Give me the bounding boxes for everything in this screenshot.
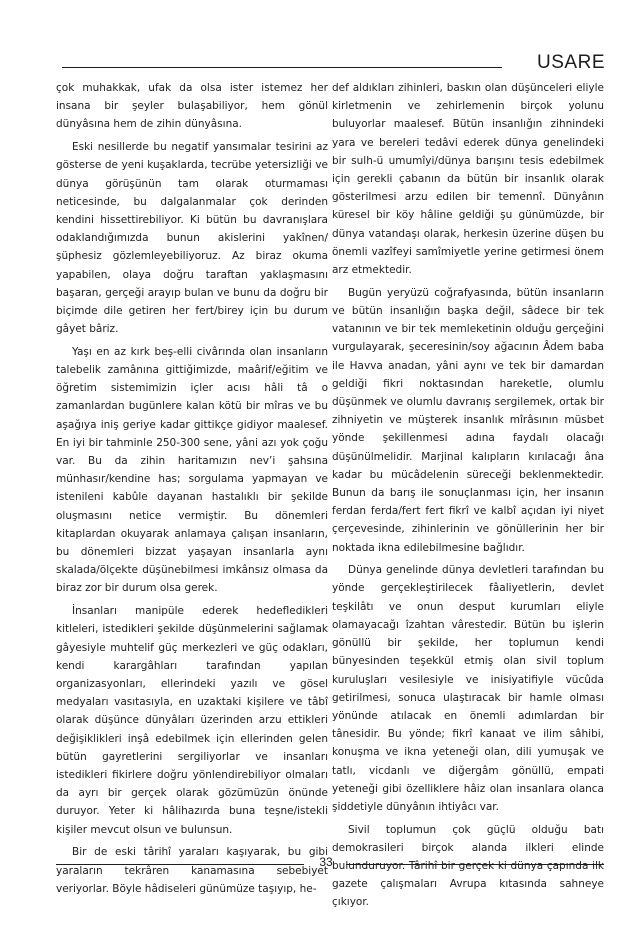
paragraph: Sivil toplumun çok güçlü olduğu batı demokrasileri birçok alanda ilkleri elinde bulunduruyor. Târihî bir gerçek ki dünya çapında ilk gazete çalışmaları Avrupa kıtasında sahneye çıkıyor. (332, 823, 604, 909)
left-column (56, 79, 328, 898)
paragraph: İnsanları manipüle ederek hedefledikleri kitleleri, istedikleri şekilde düşünmelerini sağlamak gâyesiyle muhtelif güç merkezleri ve güç odakları, kendi karargâhları tarafından yapılan organizasyonları, ellerindeki yazılı ve gösel medyaları vasıtasıyla, en uzaktaki kişilere ve tâbî olarak düşünce dünyâları üzerinden arzu ettikleri değişiklikleri inşâ edebilmek için ellerinden gelen bütün gayretlerini sergiliyorlar ve insanları istedikleri fikirlere doğru yönlendirebiliyor olmaları da ayrı bir gerçek olarak gözümüzün önünde duruyor. Yeter ki hâlihazırda buna teşne/istekli kişiler mevcut olsun ve bulunsun. (56, 605, 328, 836)
paragraph: Bir de eski târihî yaraları kaşıyarak, bu gibi yaraların tekrâren kanamasına sebebiyet veriyorlar. Böyle hâdiseleri günümüze taşıyıp, he- (56, 846, 328, 895)
header-rule (62, 67, 502, 68)
paragraph: Dünya genelinde dünya devletleri tarafından bu yönde gerçekleştirilecek fâaliyetlerin, devlet teşkilâtı ve onun desput kurumları eliyle olamayacağı îzahtan vârestedir. Bütün bu işlerin gönüllü bir şekilde, her toplumun kendi bünyesinden teşekkül etmiş olan sivil toplum kuruluşları vesilesiyle ve inisiyatifiyle vücûda getirilmesi, sonuca ulaştıracak bir hamle olması yönünde atılacak en önemli adımlardan bir tânesidir. Bu yönde; fikrî kanaat ve ilim sâhibi, konuşma ve ikna yeteneği olan, dili yumuşak ve tatlı, vicdanlı ve diğergâm gönüllü, empati yeteneği gibi özelliklere hâiz olan insanlara olanca şiddetiyle dünyânın ihtiyâcı var. (332, 564, 604, 813)
paragraph: Bugün yeryüzü coğrafyasında, bütün insanların ve bütün insanlığın başka değil, sâdece bir tek vatanının ve bir tek memleketinin olduğu gerçeğini vurgulayarak, şeceresinin/soy ağacının Âdem baba ile Havva anadan, yâni aynı ve tek bir damardan geldiği fikri noktasından hareketle, olumlu düşünmek ve olumlu davranış sergilemek, ortak bir zihniyetin ve müşterek insanlık mîrâsının müsbet yönde şekillenmesi adına faydalı olacağı düşünülmelidir. Marjinal kalıpların kırılacağı âna kadar bu mücâdelenin süreceği beklenmektedir. Bunun da barış ile sonuçlanması için, her insanın ferdan ferda/fert fert fikrî ve kalbî açıdan iyi niyet çerçevesinde, zihinlerinin ve gönüllerinin her bir noktada ikna edilebilmesine bağlıdır. (332, 286, 604, 554)
paragraph: Yaşı en az kırk beş-elli civârında olan insanların talebelik zamânına gittiğimizde, maârif/eğitim ve öğretim sistemimizin içler acısı hâli tâ o zamanlardan bugünlere kalan kötü bir mîras ve bu aşağıya iniş geriye kadar gittikçe gidiyor maalesef. En iyi bir tahminle 250-300 sene, yâni azı yok çoğu var. Bu da zihin haritamızın nev’i şahsına münhasır/kendine has; sorgulama yapmayan ve istenileni kabûle dayanan hastalıklı bir şekilde oluşmasını netice vermiştir. Bu dönemleri kitaplardan okuyarak anlamaya çalışan insanların, bu dönemleri bizzat yaşayan insanlarla aynı skalada/ölçekte düşünebilmesi imkânsız olmasa da biraz zor bir durum olsa gerek. (56, 345, 328, 595)
page-number: 33 (319, 855, 333, 869)
footer-rule-right (346, 864, 604, 865)
footer-rule-left (56, 864, 304, 865)
page-footer (56, 857, 604, 871)
paragraph: çok muhakkak, ufak da olsa ister istemez her insana bir şeyler bulaşabiliyor, hem gönül dünyâsına hem de zihin dünyâsına. (56, 82, 328, 131)
right-column (332, 79, 604, 912)
paragraph: Eski nesillerde bu negatif yansımalar tesirini az gösterse de yeni kuşaklarda, tecrübe yetersizliği ve dünya görüşünün tam olarak oturmaması neticesinde, bu dalgalanmalar çok derinden kendini hissettirebiliyor. Ki bütün bu davranışlara odaklandığımızda bunun akislerini yakînen/şüphesiz gözlemleyebiliyoruz. Az biraz okuma yapabilen, olaya doğru taraftan yaklaşmasını başaran, gerçeği arayıp bulan ve bunu da doğru bir biçimde dile getiren her fert/birey için bu durum gâyet bâriz. (56, 141, 328, 336)
running-header-title: USARE (537, 52, 605, 73)
paragraph: def aldıkları zihinleri, baskın olan düşünceleri eliyle kirletmenin ve zehirlemenin birçok yolunu buluyorlar maalesef. Bütün insanlığın zihnindeki yara ve bereleri tedâvi ederek dünya genelindeki bir sulh-ü umumîyi/dünya barışını tesis edebilmek için gerekli çabanın da bütün bir insanlık olarak gösterilmesi arzu edilen bir temennî. Dünyânın küresel bir köy hâline geldiği şu günümüzde, bir dünya vatandaşı olarak, herkesin üzerine düşen bu önemli vazîfeyi samîmiyetle yerine getirmesi önem arz etmektedir. (332, 82, 604, 277)
